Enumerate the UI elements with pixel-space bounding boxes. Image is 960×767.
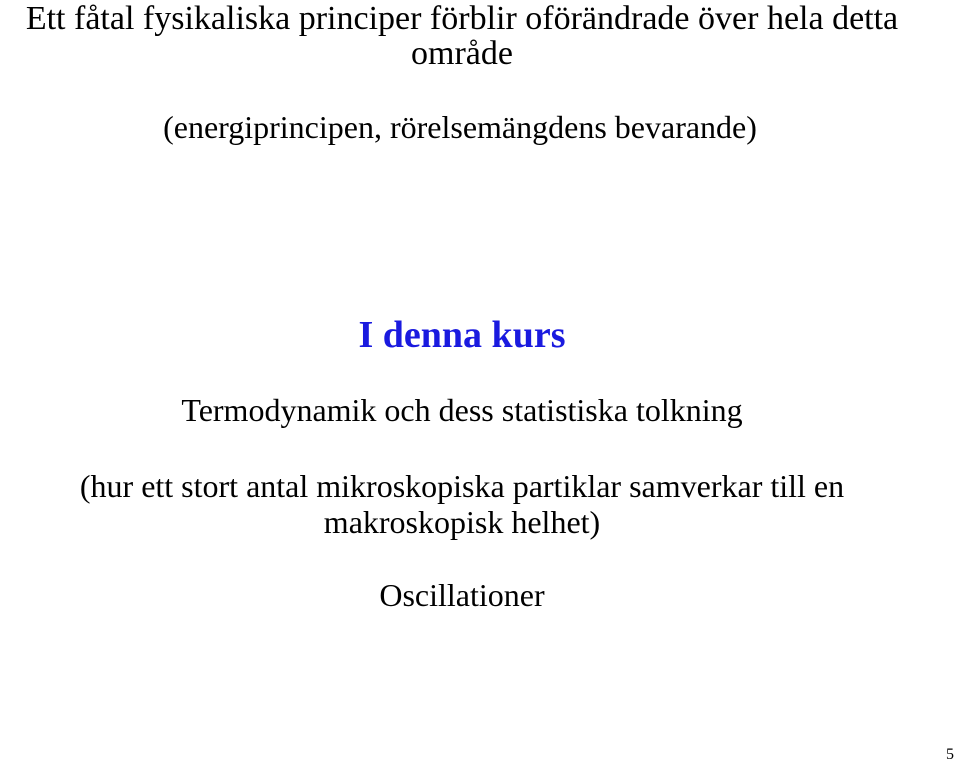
topic-oscillations: Oscillationer [379,577,545,613]
topic-thermodynamics-note-line-2: makroskopisk helhet) [323,504,601,540]
page-number: 5 [946,746,954,763]
intro-text-line-1: Ett fåtal fysikaliska principer förblir oförändrade över hela detta [25,0,899,37]
course-heading: I denna kurs [358,314,566,356]
topic-thermodynamics-note-line-1: (hur ett stort antal mikroskopiska partiklar samverkar till en [79,468,845,504]
intro-note: (energiprincipen, rörelsemängdens bevarande) [163,109,757,145]
topic-thermodynamics: Termodynamik och dess statistiska tolkning [181,392,743,428]
intro-text-line-2: område [411,35,513,72]
